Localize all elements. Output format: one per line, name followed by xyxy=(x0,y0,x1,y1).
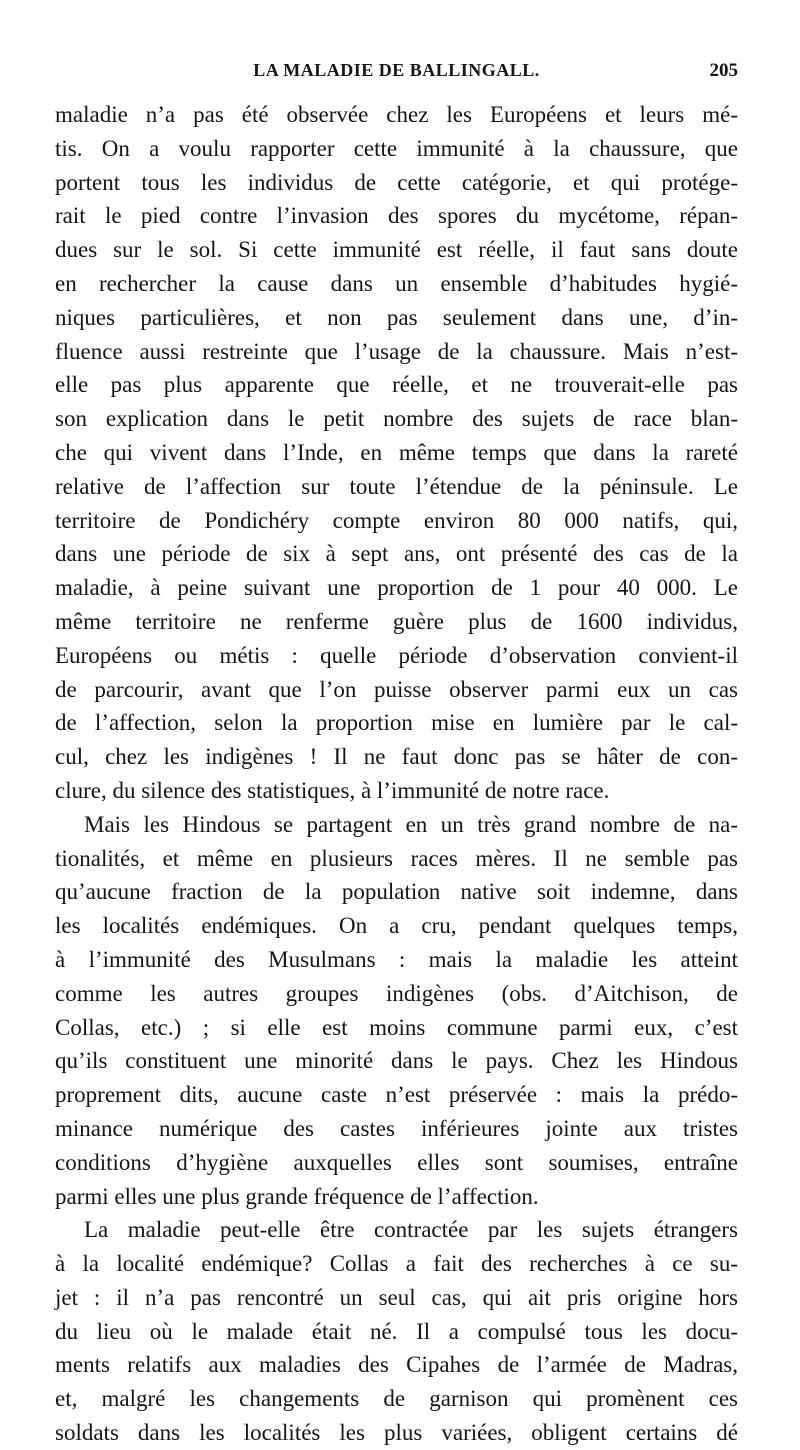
text-line: maladie, à peine suivant une proportion de 1 pour 40 000. Le xyxy=(55,575,738,601)
text-line: son explication dans le petit nombre des sujets de race blan- xyxy=(55,406,738,432)
text-line: fluence aussi restreinte que l’usage de la chaussure. Mais n’est- xyxy=(55,338,738,364)
text-line: de l’affection, selon la proportion mise en lumière par le cal- xyxy=(55,710,738,736)
page-number: 205 xyxy=(709,60,738,81)
text-line: relative de l’affection sur toute l’étendue de la péninsule. Le xyxy=(55,473,738,499)
text-line: du lieu où le malade était né. Il a compulsé tous les docu- xyxy=(55,1318,738,1344)
text-line: Collas, etc.) ; si elle est moins commune parmi eux, c’est xyxy=(55,1014,738,1040)
text-line: qu’ils constituent une minorité dans le pays. Chez les Hindous xyxy=(55,1048,738,1074)
text-line: niques particulières, et non pas seulement dans une, d’in- xyxy=(55,304,738,330)
text-line: à la localité endémique? Collas a fait des recherches à ce su- xyxy=(55,1251,738,1277)
text-line: dues sur le sol. Si cette immunité est réelle, il faut sans doute xyxy=(55,237,738,263)
text-line: rait le pied contre l’invasion des spores du mycétome, répan- xyxy=(55,203,738,229)
text-line: tis. On a voulu rapporter cette immunité à la chaussure, que xyxy=(55,135,738,161)
text-line: ments relatifs aux maladies des Cipahes de l’armée de Madras, xyxy=(55,1352,738,1378)
running-head xyxy=(55,60,738,90)
paragraph xyxy=(55,808,738,1214)
body-text xyxy=(55,98,738,1450)
text-line: Mais les Hindous se partagent en un très grand nombre de na- xyxy=(84,811,738,837)
text-line: les localités endémiques. On a cru, pendant quelques temps, xyxy=(55,913,738,939)
paragraph xyxy=(55,1213,738,1450)
text-line: et, malgré les changements de garnison qui promènent ces xyxy=(55,1386,738,1412)
text-line: maladie n’a pas été observée chez les Européens et leurs mé- xyxy=(55,102,738,127)
text-line: soldats dans les localités les plus variées, obligent certains dé xyxy=(55,1420,738,1446)
text-line: parmi elles une plus grande fréquence de l’affection. xyxy=(55,1183,539,1209)
text-line: même territoire ne renferme guère plus de 1600 individus, xyxy=(55,608,738,634)
text-line: clure, du silence des statistiques, à l’immunité de notre race. xyxy=(55,777,610,803)
text-line: portent tous les individus de cette catégorie, et qui protége- xyxy=(55,169,738,195)
text-line: à l’immunité des Musulmans : mais la maladie les atteint xyxy=(55,946,738,972)
text-line: La maladie peut-elle être contractée par les sujets étrangers xyxy=(84,1217,738,1243)
text-line: minance numérique des castes inférieures jointe aux tristes xyxy=(55,1115,738,1141)
text-line: comme les autres groupes indigènes (obs. d’Aitchison, de xyxy=(55,980,738,1006)
text-line: Européens ou métis : quelle période d’observation convient-il xyxy=(55,642,738,668)
text-line: elle pas plus apparente que réelle, et ne trouverait-elle pas xyxy=(55,372,738,398)
text-line: territoire de Pondichéry compte environ 80 000 natifs, qui, xyxy=(55,507,738,533)
text-line: jet : il n’a pas rencontré un seul cas, qui ait pris origine hors xyxy=(55,1284,738,1310)
text-line: che qui vivent dans l’Inde, en même temps que dans la rareté xyxy=(55,439,738,465)
text-line: dans une période de six à sept ans, ont présenté des cas de la xyxy=(55,541,738,567)
text-line: tionalités, et même en plusieurs races mères. Il ne semble pas xyxy=(55,845,738,871)
text-line: conditions d’hygiène auxquelles elles sont soumises, entraîne xyxy=(55,1149,738,1175)
text-line: proprement dits, aucune caste n’est préservée : mais la prédo- xyxy=(55,1082,738,1108)
running-title: LA MALADIE DE BALLINGALL. xyxy=(253,60,540,80)
paragraph xyxy=(55,98,738,808)
text-line: cul, chez les indigènes ! Il ne faut donc pas se hâter de con- xyxy=(55,744,738,770)
text-line: de parcourir, avant que l’on puisse observer parmi eux un cas xyxy=(55,676,738,702)
text-line: qu’aucune fraction de la population native soit indemne, dans xyxy=(55,879,738,905)
text-line: en rechercher la cause dans un ensemble d’habitudes hygié- xyxy=(55,270,738,296)
